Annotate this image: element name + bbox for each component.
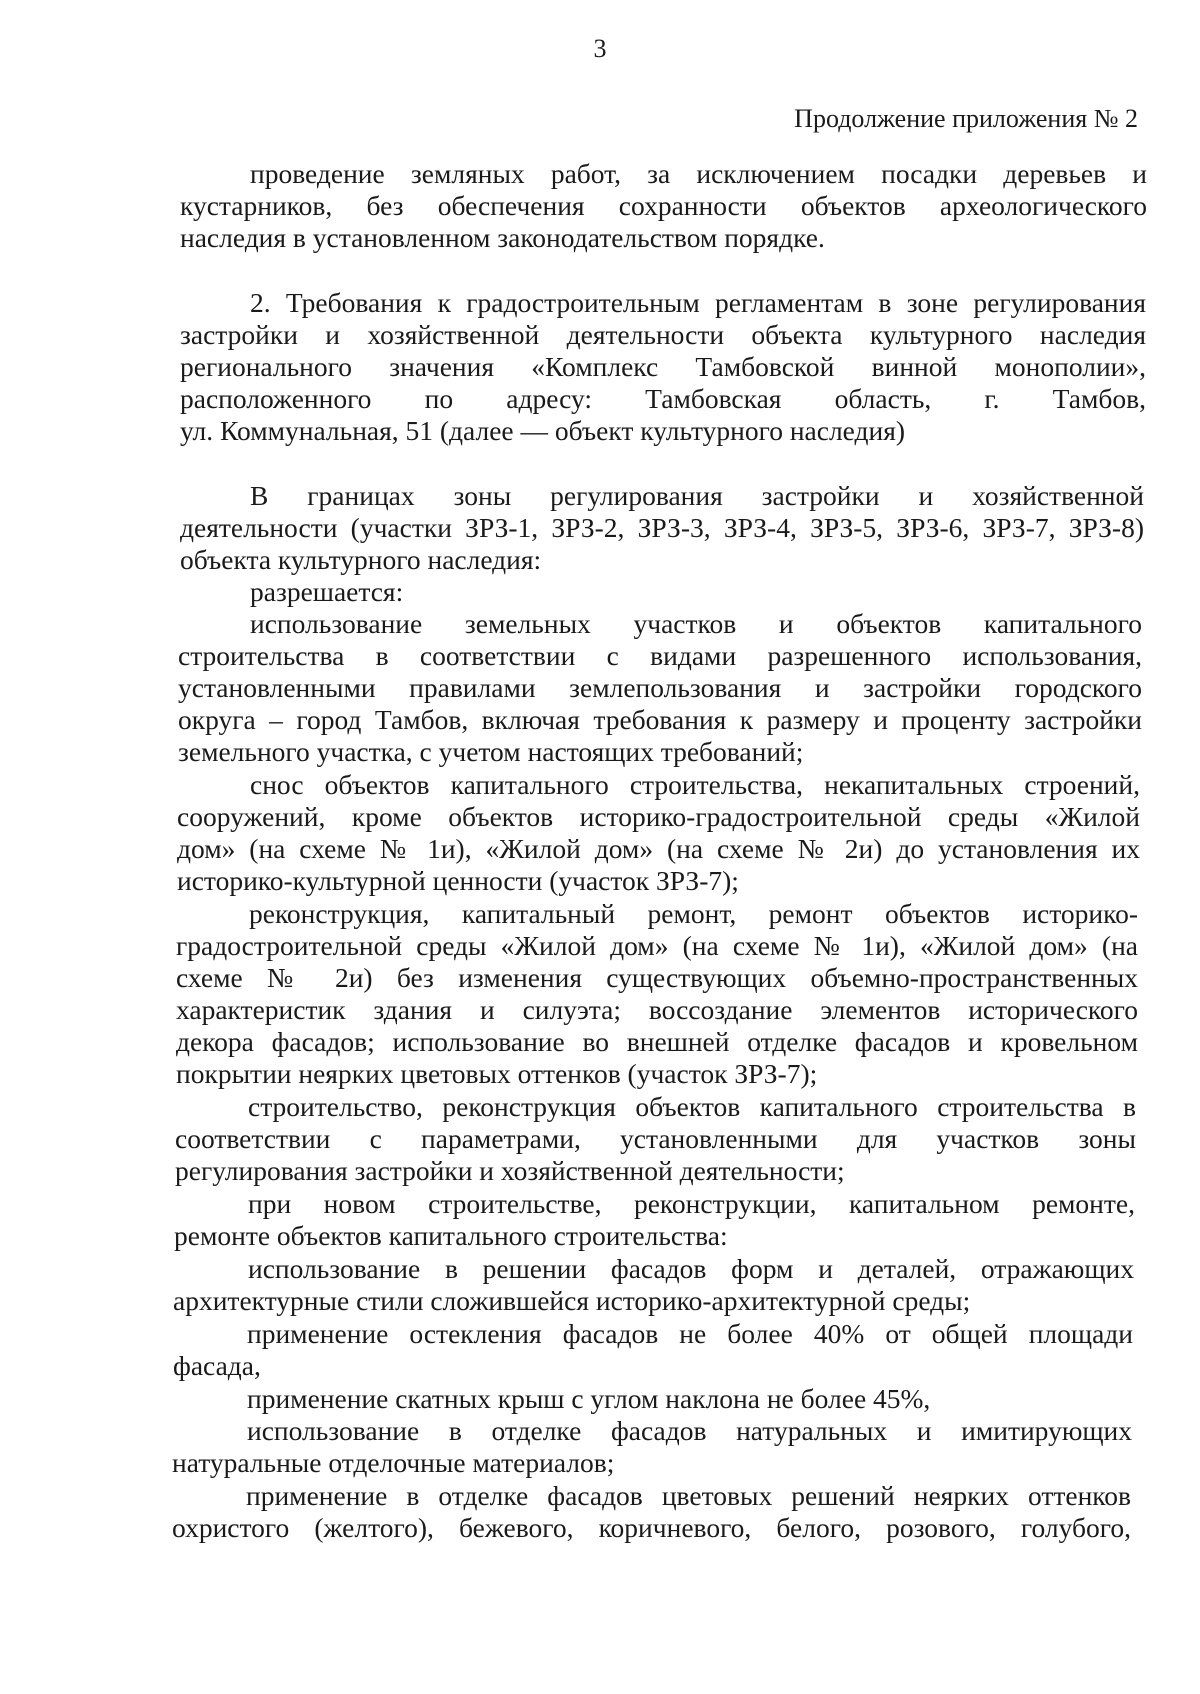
continuation-note: Продолжение приложения № 2 bbox=[794, 104, 1138, 133]
body-line: применение в отделке фасадов цветовых решений неярких оттенков bbox=[246, 1480, 1131, 1511]
body-line: использование в решении фасадов форм и деталей, отражающих bbox=[248, 1253, 1134, 1284]
body-line: ремонте объектов капитального строительства: bbox=[174, 1220, 728, 1251]
page-number: 3 bbox=[593, 34, 607, 63]
body-line: земельного участка, с учетом настоящих требований; bbox=[178, 736, 804, 767]
body-line: дом» (на схеме № 1и), «Жилой дом» (на схеме № 2и) до установления их bbox=[177, 833, 1140, 864]
body-line: проведение земляных работ, за исключением посадки деревьев и bbox=[250, 158, 1147, 189]
body-line: декора фасадов; использование во внешней отделке фасадов и кровельном bbox=[176, 1026, 1138, 1057]
body-line: соответствии с параметрами, установленными для участков зоны bbox=[175, 1123, 1136, 1154]
body-line: градостроительной среды «Жилой дом» (на схеме № 1и), «Жилой дом» (на bbox=[176, 930, 1138, 961]
body-line: расположенного по адресу: Тамбовская область, г. Тамбов, bbox=[180, 383, 1146, 414]
body-line: строительство, реконструкция объектов капитального строительства в bbox=[248, 1091, 1136, 1122]
body-line: ул. Коммунальная, 51 (далее — объект культурного наследия) bbox=[180, 415, 906, 446]
body-line: архитектурные стили сложившейся историко-архитектурной среды; bbox=[173, 1285, 971, 1316]
body-line: схеме № 2и) без изменения существующих объемно-пространственных bbox=[176, 962, 1138, 993]
body-line: историко-культурной ценности (участок ЗРЗ-7); bbox=[177, 865, 739, 896]
body-line: применение остекления фасадов не более 40% от общей площади bbox=[247, 1318, 1133, 1349]
body-line: характеристик здания и силуэта; воссоздание элементов исторического bbox=[176, 994, 1138, 1025]
body-line: регулирования застройки и хозяйственной деятельности; bbox=[175, 1155, 845, 1186]
body-line: натуральные отделочные материалов; bbox=[172, 1447, 615, 1478]
body-line: покрытии неярких цветовых оттенков (участок ЗРЗ-7); bbox=[176, 1058, 818, 1089]
body-line: строительства в соответствии с видами разрешенного использования, bbox=[178, 640, 1142, 671]
body-line: округа – город Тамбов, включая требования к размеру и проценту застройки bbox=[178, 704, 1142, 735]
body-line: кустарников, без обеспечения сохранности объектов археологического bbox=[180, 190, 1147, 221]
body-line: использование в отделке фасадов натуральных и имитирующих bbox=[247, 1415, 1132, 1446]
body-line: деятельности (участки ЗРЗ-1, ЗРЗ-2, ЗРЗ-3, ЗРЗ-4, ЗРЗ-5, ЗРЗ-6, ЗРЗ-7, ЗРЗ-8) bbox=[180, 512, 1144, 543]
body-line: сооружений, кроме объектов историко-градостроительной среды «Жилой bbox=[177, 801, 1140, 832]
body-line: фасада, bbox=[173, 1350, 261, 1381]
body-line: охристого (желтого), бежевого, коричневого, белого, розового, голубого, bbox=[172, 1512, 1131, 1543]
body-line: объекта культурного наследия: bbox=[180, 544, 542, 575]
body-line: при новом строительстве, реконструкции, капитальном ремонте, bbox=[248, 1188, 1135, 1219]
body-line: использование земельных участков и объектов капитального bbox=[250, 608, 1142, 639]
body-line: снос объектов капитального строительства, некапитальных строений, bbox=[250, 769, 1140, 800]
body-line: разрешается: bbox=[250, 576, 404, 607]
body-line: реконструкция, капитальный ремонт, ремонт объектов историко- bbox=[249, 898, 1138, 929]
body-line: регионального значения «Комплекс Тамбовской винной монополии», bbox=[180, 351, 1146, 382]
body-line: установленными правилами землепользования и застройки городского bbox=[178, 672, 1142, 703]
body-line: наследия в установленном законодательством порядке. bbox=[180, 222, 825, 253]
body-line: В границах зоны регулирования застройки и хозяйственной bbox=[250, 480, 1144, 511]
body-line: применение скатных крыш с углом наклона не более 45%, bbox=[247, 1383, 931, 1414]
body-line: застройки и хозяйственной деятельности объекта культурного наследия bbox=[180, 319, 1146, 350]
body-line: 2. Требования к градостроительным регламентам в зоне регулирования bbox=[250, 287, 1146, 318]
